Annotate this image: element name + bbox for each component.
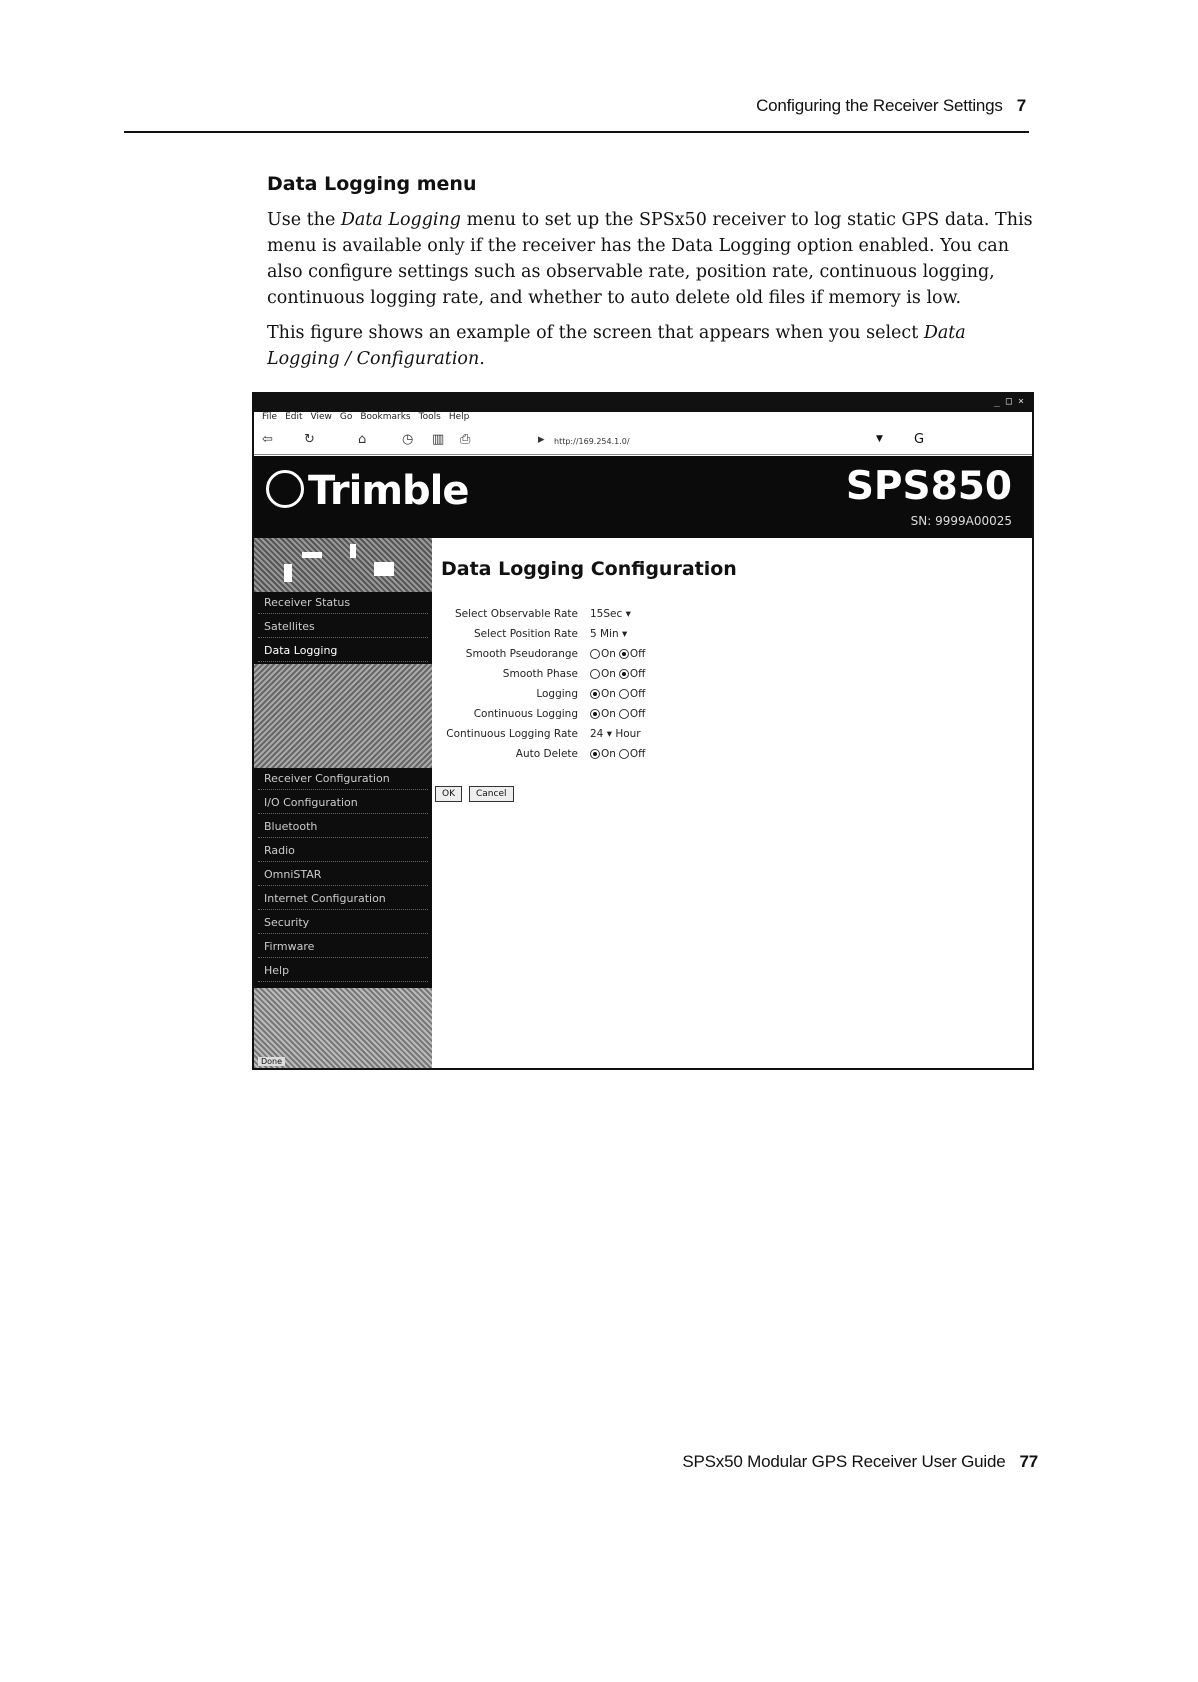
page-footer <box>682 1452 1038 1472</box>
p2-emphasis: Data Logging / Configuration <box>267 323 966 369</box>
serial-number: SN: 9999A00025 <box>910 514 1012 528</box>
ok-button[interactable]: OK <box>435 786 462 802</box>
p2-text-b: . <box>479 349 485 369</box>
unit-label: Hour <box>615 728 641 740</box>
footer-title: SPSx50 Modular GPS Receiver User Guide <box>682 1452 1006 1471</box>
sidebar-footer-graphic <box>254 988 432 1068</box>
on-off-radio-group[interactable] <box>590 648 648 660</box>
address-bar[interactable]: http://169.254.1.0/ <box>554 437 630 446</box>
home-icon[interactable]: ⌂ <box>358 432 367 447</box>
p2-text-a: This figure shows an example of the screen that appears when you select <box>267 323 924 343</box>
go-button-icon[interactable]: G <box>914 432 925 447</box>
back-arrow-icon[interactable]: ⇦ <box>262 432 273 447</box>
sidebar-item-data-logging[interactable]: Data Logging <box>258 640 428 662</box>
radio-label: Off <box>629 708 646 720</box>
sidebar-item-omnistar[interactable]: OmniSTAR <box>258 864 428 886</box>
radio-on[interactable] <box>590 709 600 719</box>
figure-intro-paragraph <box>267 320 1037 372</box>
browser-menu-bar <box>254 412 1032 428</box>
browser-menu-help[interactable]: Help <box>448 412 470 422</box>
radio-label: Off <box>629 748 646 760</box>
bookmark-icon[interactable]: ▥ <box>432 432 445 447</box>
chevron-down-icon[interactable]: ▾ <box>618 628 628 640</box>
sidebar-item-firmware[interactable]: Firmware <box>258 936 428 958</box>
on-off-radio-group[interactable] <box>590 748 648 760</box>
browser-menu-tools[interactable]: Tools <box>418 412 441 422</box>
sidebar-item-radio[interactable]: Radio <box>258 840 428 862</box>
product-banner <box>254 456 1032 538</box>
radio-label: On <box>601 668 616 680</box>
page-title: Data Logging Configuration <box>441 558 737 580</box>
section-title: Data Logging menu <box>267 173 477 195</box>
browser-menu-bookmarks[interactable]: Bookmarks <box>360 412 411 422</box>
on-off-radio-group[interactable] <box>590 688 648 700</box>
radio-on[interactable] <box>590 669 600 679</box>
sidebar-item-i-o-configuration[interactable]: I/O Configuration <box>258 792 428 814</box>
running-head <box>756 96 1026 116</box>
print-icon[interactable]: ⎙ <box>460 432 471 447</box>
chevron-down-icon[interactable]: ▾ <box>622 608 631 620</box>
radio-label: On <box>601 648 616 660</box>
on-off-radio-group[interactable] <box>590 668 648 680</box>
p1-emphasis: Data Logging <box>340 210 461 230</box>
history-icon[interactable]: ◷ <box>402 432 414 447</box>
sidebar-item-satellites[interactable]: Satellites <box>258 616 428 638</box>
field-label: Select Position Rate <box>473 628 578 640</box>
screenshot-figure <box>252 392 1034 1070</box>
p1-text-b: menu to set up the SPSx50 receiver to log static GPS data. This menu is available only if the receiver has the Data Logging option enabled. You can also configure settings such as observable rate, position rate, continuous logging, continuous logging rate, and whether to auto delete old files if memory is low. <box>267 210 1033 308</box>
browser-menu-edit[interactable]: Edit <box>285 412 303 422</box>
sidebar-item-internet-configuration[interactable]: Internet Configuration <box>258 888 428 910</box>
main-content <box>432 538 1032 1068</box>
rate-select[interactable] <box>590 628 627 640</box>
radio-on[interactable] <box>590 749 600 759</box>
window-controls-icon[interactable]: _ □ × <box>993 396 1024 407</box>
sidebar-item-receiver-configuration[interactable]: Receiver Configuration <box>258 768 428 790</box>
select-value: 15Sec <box>590 608 623 620</box>
radio-label: Off <box>629 688 646 700</box>
reload-icon[interactable]: ↻ <box>304 432 315 447</box>
intro-paragraph <box>267 207 1037 311</box>
radio-off[interactable] <box>619 709 629 719</box>
running-head-title: Configuring the Receiver Settings <box>756 96 1003 115</box>
field-label: Logging <box>536 688 578 700</box>
field-label: Continuous Logging Rate <box>446 728 578 740</box>
address-dropdown-icon[interactable]: ▼ <box>876 434 883 444</box>
browser-menu-go[interactable]: Go <box>339 412 353 422</box>
radio-label: On <box>601 748 616 760</box>
header-rule <box>124 131 1029 133</box>
radio-label: On <box>601 688 616 700</box>
radio-off[interactable] <box>619 669 629 679</box>
radio-off[interactable] <box>619 749 629 759</box>
globe-icon <box>266 470 304 508</box>
rate-select[interactable] <box>590 608 631 620</box>
sidebar-item-help[interactable]: Help <box>258 960 428 982</box>
trimble-logo <box>266 468 468 514</box>
radio-label: Off <box>629 648 646 660</box>
sidebar-item-bluetooth[interactable]: Bluetooth <box>258 816 428 838</box>
browser-menu-file[interactable]: File <box>262 412 278 422</box>
model-name: SPS850 <box>845 464 1012 509</box>
status-bar: Done <box>258 1057 285 1066</box>
cancel-button[interactable]: Cancel <box>469 786 514 802</box>
on-off-radio-group[interactable] <box>590 708 648 720</box>
radio-on[interactable] <box>590 689 600 699</box>
field-label: Continuous Logging <box>473 708 578 720</box>
radio-on[interactable] <box>590 649 600 659</box>
page-icon: ▸ <box>538 432 545 447</box>
browser-toolbar <box>254 430 1032 455</box>
field-label: Smooth Pseudorange <box>465 648 578 660</box>
field-label: Smooth Phase <box>502 668 578 680</box>
running-head-page-number: 7 <box>1016 96 1026 115</box>
sidebar-item-security[interactable]: Security <box>258 912 428 934</box>
field-label: Auto Delete <box>515 748 578 760</box>
chevron-down-icon[interactable]: ▾ <box>603 728 616 740</box>
rate-select[interactable] <box>590 728 641 740</box>
p1-text-a: Use the <box>267 210 341 230</box>
sidebar-item-receiver-status[interactable]: Receiver Status <box>258 592 428 614</box>
field-label: Select Observable Rate <box>454 608 578 620</box>
select-value: 5 Min <box>590 628 619 640</box>
radio-label: Off <box>629 668 646 680</box>
radio-off[interactable] <box>619 689 629 699</box>
footer-page-number: 77 <box>1019 1452 1038 1471</box>
sidebar-header-graphic <box>254 538 432 592</box>
radio-off[interactable] <box>619 649 629 659</box>
browser-title-bar <box>254 394 1032 412</box>
radio-label: On <box>601 708 616 720</box>
logo-text: Trimble <box>308 468 469 514</box>
select-value: 24 <box>590 728 604 740</box>
browser-menu-view[interactable]: View <box>310 412 332 422</box>
